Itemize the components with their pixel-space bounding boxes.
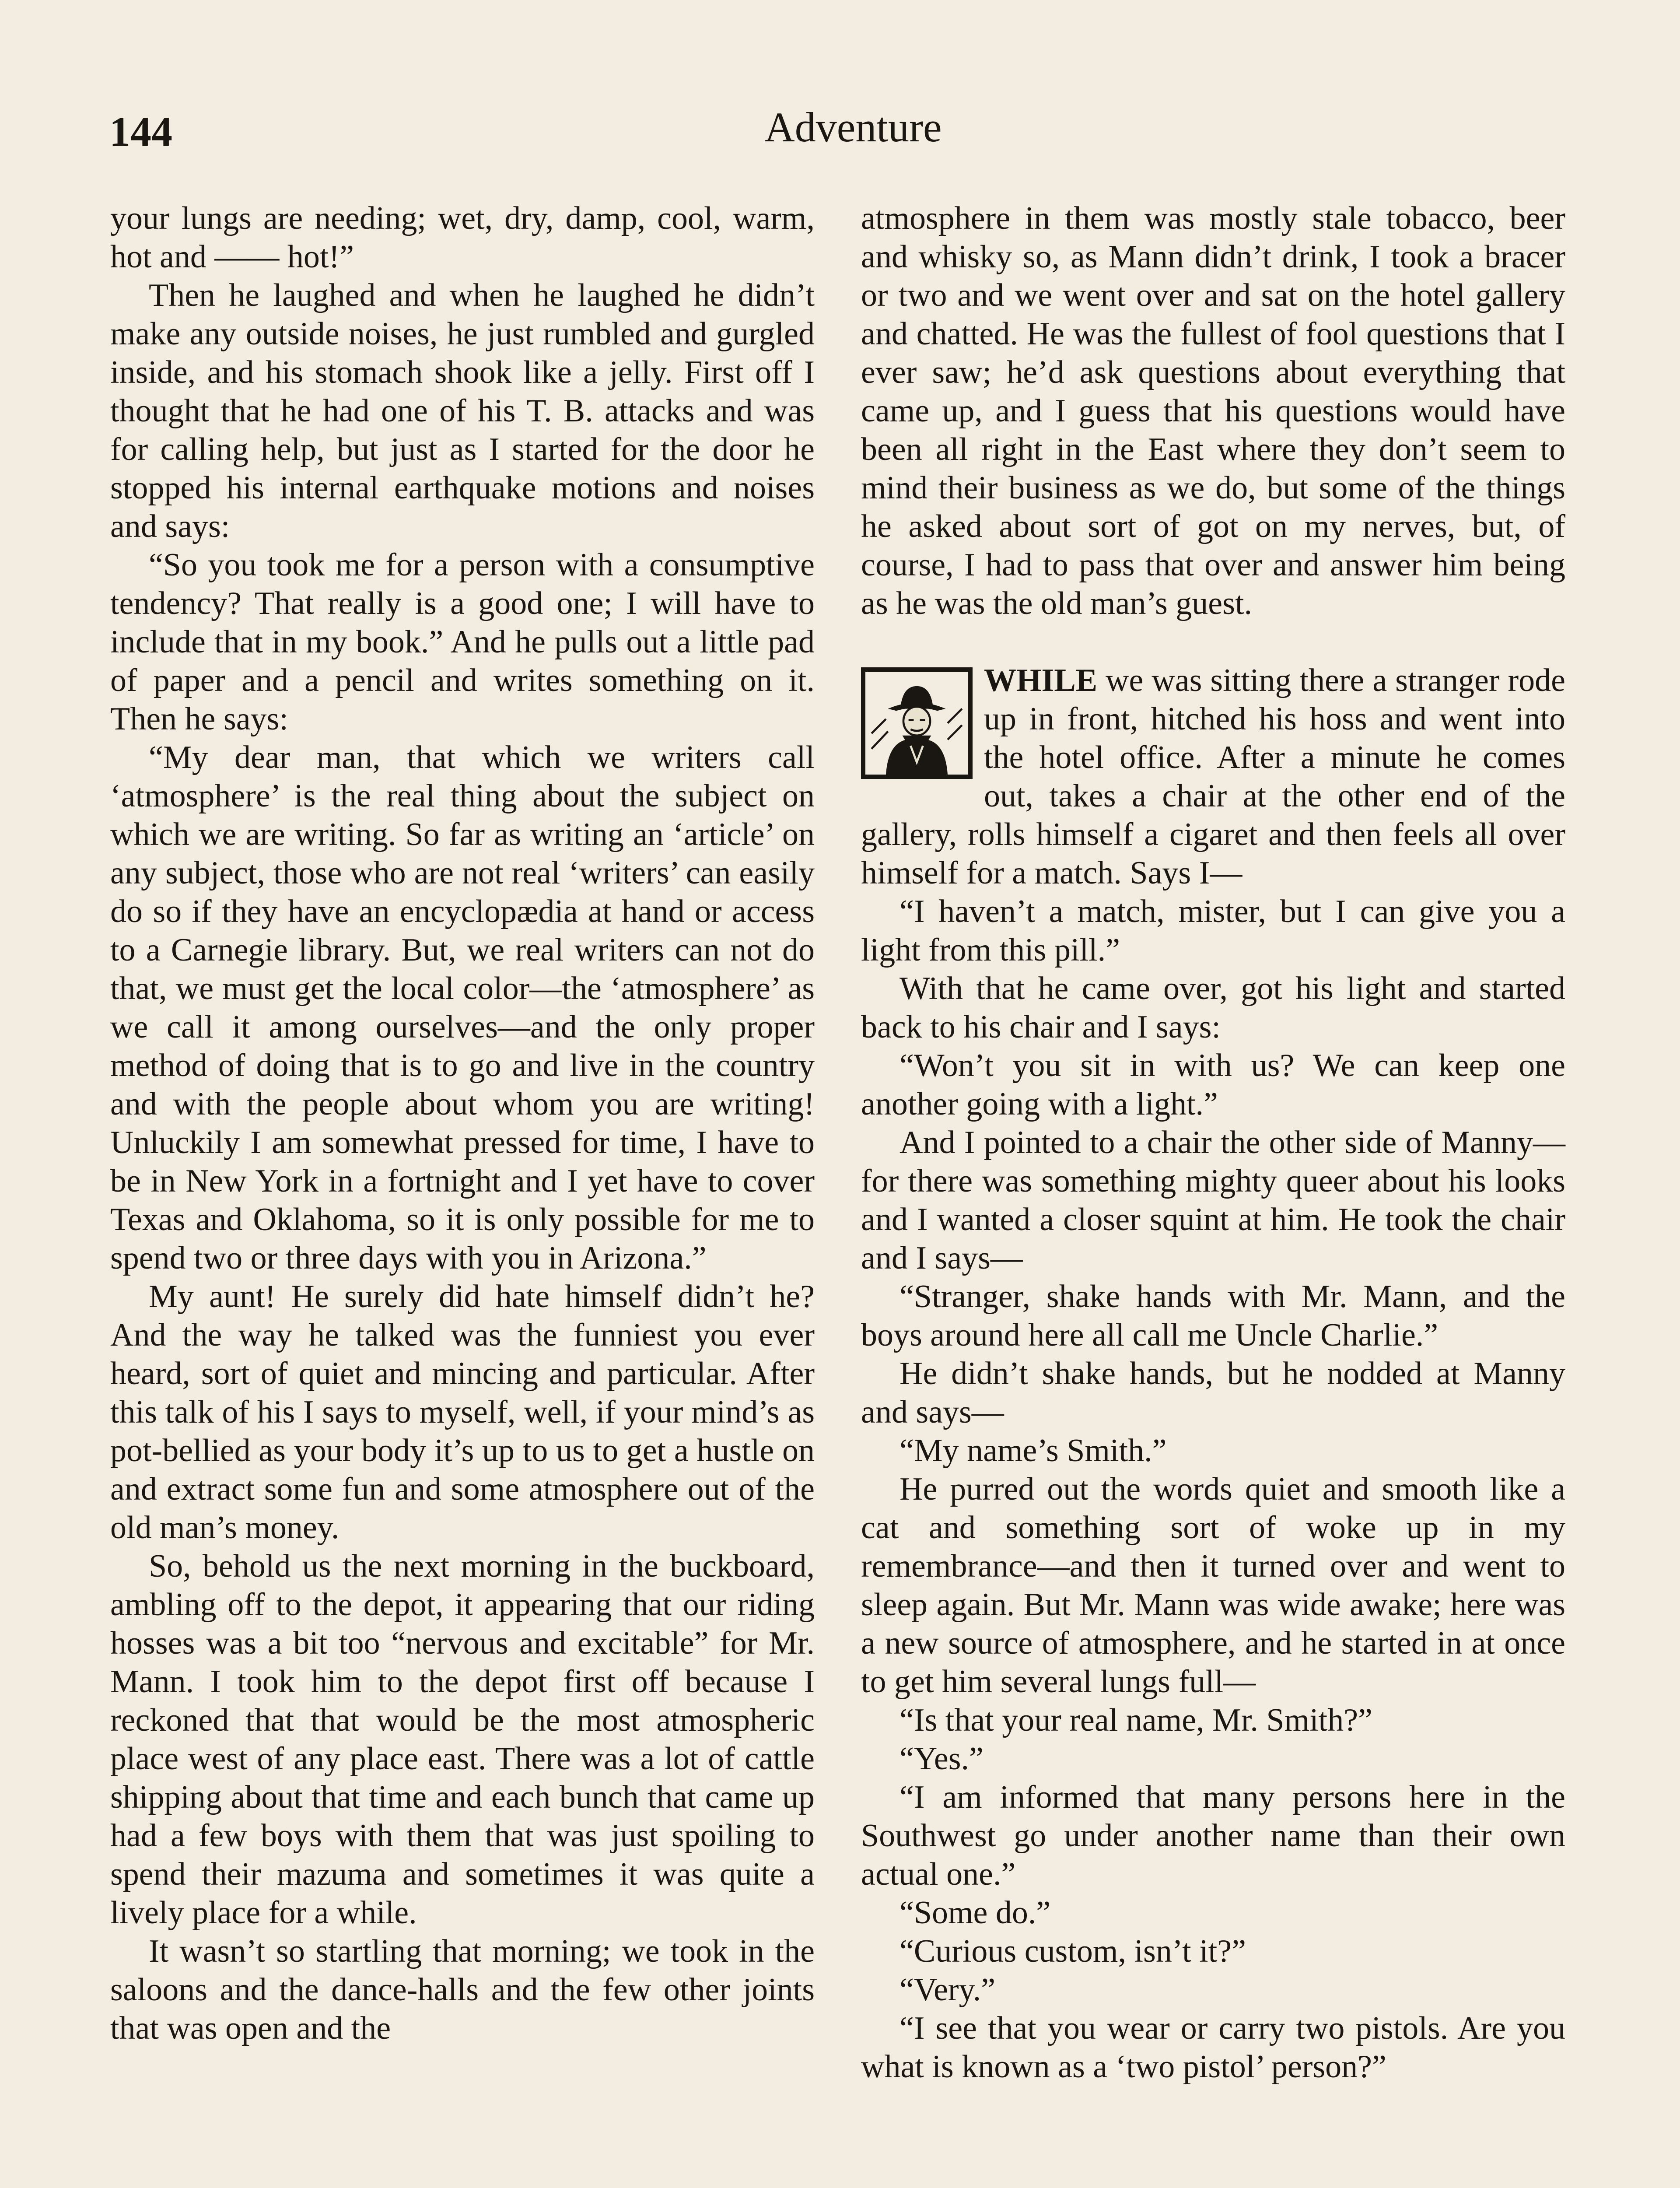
paragraph: atmosphere in them was mostly stale tobacco, beer and whisky so, as Mann didn’t drink, I took a bracer or two and we went over and sat on the hotel gallery and chatted. He was the fullest of fool questions that I ever saw; he’d ask questions about everything that came up, and I guess that his questions would have been all right in the East where they don’t seem to mind their business as we do, but some of the things he asked about sort of got on my nerves, but, of course, I had to pass that over and answer him being as he was the old man’s guest. bbox=[861, 200, 1565, 621]
paragraph: “Some do.” bbox=[900, 1895, 1051, 1931]
paragraph: “Is that your real name, Mr. Smith?” bbox=[900, 1702, 1372, 1738]
paragraph: “I haven’t a match, mister, but I can give you a light from this pill.” bbox=[861, 894, 1565, 968]
paragraph: And I pointed to a chair the other side of Manny—for there was something mighty queer about his looks and I wanted a closer squint at him. He took the chair and I says— bbox=[861, 1125, 1565, 1276]
left-column bbox=[110, 199, 815, 2048]
running-title: Adventure bbox=[764, 104, 942, 151]
page-number: 144 bbox=[109, 108, 172, 155]
paragraph: “Won’t you sit in with us? We can keep one another going with a light.” bbox=[861, 1048, 1565, 1122]
paragraph: “I see that you wear or carry two pistols. Are you what is known as a ‘two pistol’ person?” bbox=[861, 2010, 1565, 2085]
paragraph: So, behold us the next morning in the buckboard, ambling off to the depot, it appearing that our riding hosses was a bit too “nervous and excitable” for Mr. Mann. I took him to the depot first off because I reckoned that that would be the most atmospheric place west of any place east. There was a lot of cattle shipping about that time and each bunch that came up had a few boys with them that was just spoiling to spend their mazuma and sometimes it was quite a lively place for a while. bbox=[110, 1548, 815, 1931]
paragraph: your lungs are needing; wet, dry, damp, cool, warm, hot and —— hot!” bbox=[110, 200, 815, 275]
paragraph: “My dear man, that which we writers call ‘atmosphere’ is the real thing about the subject on which we are writing. So far as writing an ‘article’ on any subject, those who are not real ‘writers’ can easily do so if they have an encyclopædia at hand or access to a Carnegie library. But, we real writers can not do that, we must get the local color—the ‘atmosphere’ as we call it among ourselves—and the only proper method of doing that is to go and live in the country and with the people about whom you are writing! Unluckily I am somewhat pressed for time, I have to be in New York in a fortnight and I yet have to cover Texas and Oklahoma, so it is only possible for me to spend two or three days with you in Arizona.” bbox=[110, 740, 815, 1276]
paragraph: “Very.” bbox=[900, 1972, 996, 2008]
cowboy-portrait-icon bbox=[861, 667, 973, 779]
paragraph: With that he came over, got his light and started back to his chair and I says: bbox=[861, 971, 1565, 1045]
paragraph: “So you took me for a person with a consumptive tendency? That really is a good one; I will have to include that in my book.” And he pulls out a little pad of paper and a pencil and writes something on it. Then he says: bbox=[110, 547, 815, 737]
right-column bbox=[861, 199, 1565, 2086]
section-lead-word: WHILE bbox=[984, 663, 1098, 698]
paragraph: “My name’s Smith.” bbox=[900, 1433, 1167, 1469]
paragraph: He didn’t shake hands, but he nodded at Manny and says— bbox=[861, 1356, 1565, 1430]
paragraph: Then he laughed and when he laughed he didn’t make any outside noises, he just rumbled and gurgled inside, and his stomach shook like a jelly. First off I thought that he had one of his T. B. attacks and was for calling help, but just as I started for the door he stopped his internal earthquake motions and noises and says: bbox=[110, 277, 815, 544]
paragraph: It wasn’t so startling that morning; we took in the saloons and the dance-halls and the few other joints that was open and the bbox=[110, 1933, 815, 2046]
paragraph: “I am informed that many persons here in the Southwest go under another name than their own actual one.” bbox=[861, 1779, 1565, 1892]
paragraph: My aunt! He surely did hate himself didn’t he? And the way he talked was the funniest you ever heard, sort of quiet and mincing and particular. After this talk of his I says to myself, well, if your mind’s as pot-bellied as your body it’s up to us to get a hustle on and extract some fun and some atmosphere out of the old man’s money. bbox=[110, 1279, 815, 1546]
paragraph: He purred out the words quiet and smooth like a cat and something sort of woke up in my remembrance—and then it turned over and went to sleep again. But Mr. Mann was wide awake; here was a new source of atmosphere, and he started in at once to get him several lungs full— bbox=[861, 1471, 1565, 1700]
paragraph: “Yes.” bbox=[900, 1741, 984, 1777]
paragraph: “Curious custom, isn’t it?” bbox=[900, 1933, 1246, 1969]
paragraph: “Stranger, shake hands with Mr. Mann, and the boys around here all call me Uncle Charlie.” bbox=[861, 1279, 1565, 1353]
section-text: we was sitting there a stranger rode up in front, hitched his hoss and went into the hotel office. After a minute he comes out, takes a chair at the other end of the gallery, rolls himself a cigaret and then feels all over himself for a match. Says I— bbox=[861, 663, 1565, 891]
section-opening bbox=[861, 661, 1565, 892]
